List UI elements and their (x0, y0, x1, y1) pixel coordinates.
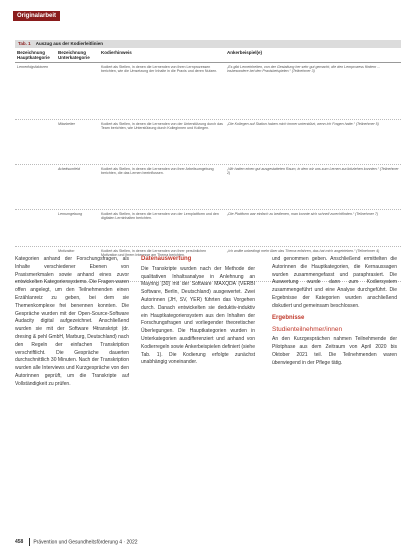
body-column-1: Kategorien anhand der Forschungsfragen, als Inhalte verschiedener Ebenen von Praxismerkmalen sowie anhand eines zuvor entwickelten Kategoriensystems. Die Fragen waren offen angelegt, um den Teilnehmenden einen Erzählanreiz zu geben, bei dem sie Themenkomplexe frei benennen konnten. Die Gespräche wurden mit der Open-Source-Software Audacity digital aufgezeichnet. Anschließend wurden sie mit der Software f4transkript (dr. dresing & pehl GmbH, Marburg, Deutschland) nach den Regeln der einfachen Transkription verschriftlicht. Die Gespräche dauerten durchschnittlich 30 Minuten. Nach der Transkription wurden alle Interviews und Kurzgespräche von den Autorinnen geprüft, um die Transkripte auf Vollständigkeit zu prüfen. (15, 256, 129, 387)
section-heading: Ergebnisse (272, 314, 305, 321)
anchor-example-cell: „Die Plattform war einfach zu bedienen, man konnte sich schnell zurechtfinden.“ (Teilnehmer 7) (227, 212, 379, 216)
footer-divider (29, 538, 30, 546)
sub-category-cell (56, 65, 99, 117)
subsection-heading: Studienteilnehmer/innen (272, 326, 343, 334)
table-label: Tab. 1 (18, 41, 31, 46)
coding-hint-cell: Kodiert als Stellen, in denen die Lernenden von ihrer persönlichen Motivation und ihrem Interesse am Thema berichten. (101, 249, 207, 258)
sub-category-cell: Mitarbeiter (58, 122, 75, 126)
anchor-example-cell: „Ich wollte unbedingt mehr über das Thema erfahren, das hat mich angetrieben.“ (Teilnehmer 4) (227, 249, 380, 253)
coding-hint-cell: Kodiert als Stellen, in denen die Lernenden von der Lernplattform und den digitalen Lerninhalten berichten. (101, 212, 219, 221)
main-category-cell (15, 212, 56, 244)
anchor-example-cell: „Wir hatten einen gut ausgestatteten Raum, in dem wir uns zum Lernen zurückziehen konnten.“ (Teilnehmer 2) (227, 167, 399, 176)
coding-hint-cell: Kodiert als Stellen, in denen die Lernenden von ihrer Arbeitsumgebung berichten, die das Lernen beeinflussen. (101, 167, 214, 176)
table-caption (15, 40, 401, 48)
anchor-example-cell: „Die Kollegen auf Station haben mich immer unterstützt, wenn ich Fragen hatte.“ (Teilnehmer 5) (227, 122, 379, 126)
paragraph: Die Transkripte wurden nach der Methode der qualitativen Inhaltsanalyse in Anlehnung an Mayring [30] mit der Software MAXQDA (VERBI Software, Berlin, Deutschland) ausgewertet. Zwei Autorinnen (JH, SV, YER) führten das Vorgehen durch. Danach entwickelten sie deduktiv-induktiv ein Hauptkategoriensystem aus den Inhalten der Forschungsfragen und vorliegender theoretischer Überlegungen. Die Hauptkategorien wurden in Unterkategorien ausdifferenziert und anhand von Kodierregeln sowie Ankerbeispielen definiert (siehe Tab. 1). Die Kodierung erfolgte zunächst unabhängig voneinander. (141, 265, 255, 366)
coding-hint-cell: Kodiert als Stellen, in denen die Lernenden von ihren Lernprozessen berichten, wie die Umsetzung der Inhalte in die Praxis und deren Nutzen. (101, 65, 218, 74)
section-heading: Datenauswertung (141, 256, 192, 262)
table-row (15, 165, 401, 210)
column-header: Bezeichnung Hauptkategorie (17, 50, 50, 60)
table-row (15, 210, 401, 247)
column-header: Kodierhinweis (101, 50, 132, 55)
body-column-2 (141, 256, 255, 367)
table-row (15, 120, 401, 165)
main-category-cell (15, 167, 56, 207)
paragraph: und genommen geben. Anschließend ermittelten die Autorinnen die Hauptkategorien, die Kernaussagen wurden zusammengefasst und paraphrasiert. Die Auswertung wurde dann zum Kodiersystem zusammengeführt und eine Analyse durchgeführt. Die Ergebnisse der Kategorien wurden anschließend diskutiert und gemeinsam beschlossen. (272, 256, 397, 309)
table-caption-text: Auszug aus der Kodierleitlinien (35, 41, 104, 46)
sub-category-cell: Motivation (58, 249, 75, 253)
table-row (15, 63, 401, 120)
coding-table (15, 40, 401, 282)
coding-hint-cell: Kodiert als Stellen, in denen die Lernenden von der Unterstützung durch das Team berichten, wie Unterstützung durch Kolleginnen und Kollegen. (101, 122, 223, 131)
anchor-example-cell: „Es gibt Lerneinheiten, von der Gestaltung her sehr gut gemacht, die den Lernprozess fördern ... insbesondere bei den Praxisbeispielen.“ (Teilnehmer 3) (227, 65, 381, 74)
sub-category-cell: Lernumgebung (58, 212, 83, 216)
body-column-3 (272, 256, 397, 367)
article-type-badge: Originalarbeit (13, 11, 60, 21)
main-category-cell: Lernerfolgsfaktoren (17, 65, 48, 69)
sub-category-cell: Arbeitsumfeld (58, 167, 80, 171)
page-number: 458 (15, 539, 24, 546)
journal-name: Prävention und Gesundheitsförderung 4 · 2022 (33, 539, 138, 546)
column-header: Bezeichnung Unterkategorie (58, 50, 90, 60)
paragraph: An den Kurzgesprächen nahmen Teilnehmende der Pilotphase aus dem Zeitraum von April 2020 bis Oktober 2021 teil. Die Teilnehmenden waren überwiegend in der Pflege tätig. (272, 336, 397, 366)
table-header-row (15, 48, 401, 63)
main-category-cell (15, 122, 56, 162)
page-footer (15, 538, 138, 546)
column-header: Ankerbeispiel(e) (227, 50, 263, 55)
